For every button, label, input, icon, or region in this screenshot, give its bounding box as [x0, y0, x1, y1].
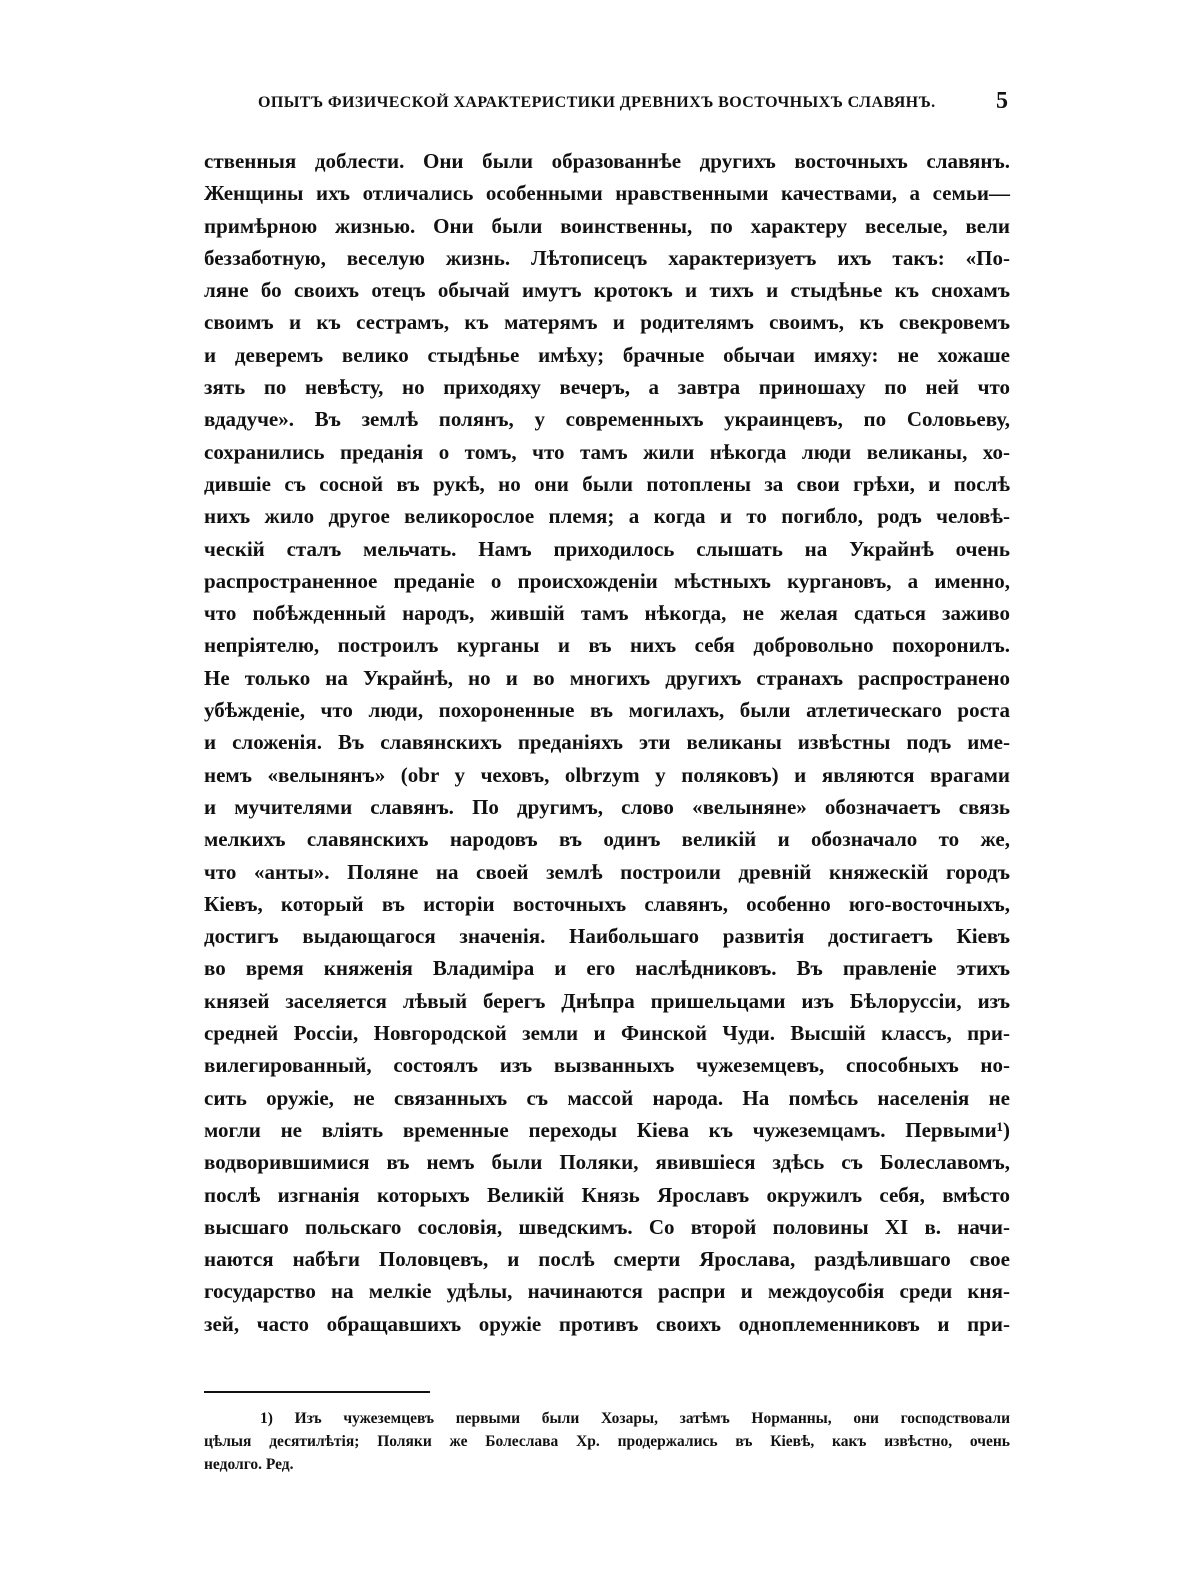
text-line: что побѣжденный народъ, жившій тамъ нѣкогда, не желая сдаться заживо — [204, 601, 1010, 626]
text-line: и мучителями славянъ. По другимъ, слово «велыняне» обозначаетъ связь — [204, 794, 1010, 819]
text-line: во время княженія Владиміра и его наслѣдниковъ. Въ правленіе этихъ — [204, 956, 1010, 981]
running-header — [258, 90, 1008, 120]
text-line: мелкихъ славянскихъ народовъ въ одинъ великій и обозначало то же, — [204, 827, 1010, 852]
page-number: 5 — [996, 88, 1008, 114]
text-line: послѣ изгнанія которыхъ Великій Князь Ярославъ окружилъ себя, вмѣсто — [204, 1182, 1010, 1207]
running-title: ОПЫТЪ ФИЗИЧЕСКОЙ ХАРАКТЕРИСТИКИ ДРЕВНИХЪ ВОСТОЧНЫХЪ СЛАВЯНЪ. — [258, 94, 936, 111]
text-line: водворившимися въ немъ были Поляки, явившіеся здѣсь съ Болеславомъ, — [204, 1150, 1010, 1175]
footnote-rule — [204, 1391, 430, 1393]
text-line: средней Россіи, Новгородской земли и Финской Чуди. Высшій классъ, при- — [204, 1021, 1010, 1046]
text-line: ческій сталъ мельчать. Намъ приходилось слышать на Украйнѣ очень — [204, 536, 1010, 561]
text-line: Кіевъ, который въ исторіи восточныхъ славянъ, особенно юго-восточныхъ, — [204, 891, 1010, 916]
text-line: немъ «велынянъ» (obr у чеховъ, olbrzym у поляковъ) и являются врагами — [204, 762, 1010, 787]
text-line: беззаботную, веселую жизнь. Лѣтописецъ характеризуетъ ихъ такъ: «По- — [204, 245, 1010, 270]
text-line: высшаго польскаго сословія, шведскимъ. Со второй половины XI в. начи- — [204, 1214, 1010, 1239]
text-line: Женщины ихъ отличались особенными нравственными качествами, а семьи— — [204, 181, 1010, 206]
text-line: дившіе съ сосной въ рукѣ, но они были потоплены за свои грѣхи, и послѣ — [204, 471, 1010, 496]
text-line: своимъ и къ сестрамъ, къ матерямъ и родителямъ своимъ, къ свекровемъ — [204, 310, 1010, 335]
footnote-line: недолго. Ред. — [204, 1456, 294, 1473]
text-line: непріятелю, построилъ курганы и въ нихъ себя добровольно похоронилъ. — [204, 633, 1010, 658]
body-text — [204, 145, 1010, 1340]
footnote — [204, 1407, 1010, 1476]
text-line: Не только на Украйнѣ, но и во многихъ другихъ странахъ распространено — [204, 665, 1010, 690]
text-line: примѣрною жизнью. Они были воинственны, по характеру веселые, вели — [204, 213, 1010, 238]
text-line: вилегированный, состоялъ изъ вызванныхъ чужеземцевъ, способныхъ но- — [204, 1053, 1010, 1078]
footnote-line: 1) Изъ чужеземцевъ первыми были Хозары, затѣмъ Норманны, они господствовали — [260, 1410, 1010, 1427]
text-line: ляне бо своихъ отецъ обычай имутъ кротокъ и тихъ и стыдѣнье къ снохамъ — [204, 278, 1010, 303]
text-line: вдадуче». Въ землѣ полянъ, у современныхъ украинцевъ, по Соловьеву, — [204, 407, 1010, 432]
text-line: и сложенія. Въ славянскихъ преданіяхъ эти великаны извѣстны подъ име- — [204, 730, 1010, 755]
text-line: зять по невѣсту, но приходяху вечеръ, а завтра приношаху по ней что — [204, 375, 1010, 400]
text-line: что «анты». Поляне на своей землѣ построили древній княжескій городъ — [204, 859, 1010, 884]
text-line: сохранились преданія о томъ, что тамъ жили нѣкогда люди великаны, хо- — [204, 439, 1010, 464]
text-line: распространенное преданіе о происхожденіи мѣстныхъ кургановъ, а именно, — [204, 568, 1010, 593]
text-line: ственныя доблести. Они были образованнѣе другихъ восточныхъ славянъ. — [204, 149, 1010, 173]
text-line: зей, часто обращавшихъ оружіе противъ своихъ одноплеменниковъ и при- — [204, 1311, 1010, 1336]
text-line: князей заселяется лѣвый берегъ Днѣпра пришельцами изъ Бѣлоруссіи, изъ — [204, 988, 1010, 1013]
text-line: нихъ жило другое великорослое племя; а когда и то погибло, родъ человѣ- — [204, 504, 1010, 529]
footnote-line: цѣлыя десятилѣтія; Поляки же Болеслава Хр. продержались въ Кіевѣ, какъ извѣстно, очень — [204, 1433, 1010, 1450]
text-line: и деверемъ велико стыдѣнье имѣху; брачные обычаи имяху: не хожаше — [204, 342, 1010, 367]
text-line: государство на мелкіе удѣлы, начинаются распри и междоусобія среди кня- — [204, 1279, 1010, 1304]
text-line: убѣжденіе, что люди, похороненные въ могилахъ, были атлетическаго роста — [204, 698, 1010, 723]
text-line: сить оружіе, не связанныхъ съ массой народа. На помѣсь населенія не — [204, 1085, 1010, 1110]
text-line: достигъ выдающагося значенія. Наибольшаго развитія достигаетъ Кіевъ — [204, 924, 1010, 949]
text-line: наются набѣги Половцевъ, и послѣ смерти Ярослава, раздѣлившаго свое — [204, 1247, 1010, 1272]
text-line: могли не вліять временные переходы Кіева къ чужеземцамъ. Первыми¹) — [204, 1117, 1010, 1142]
